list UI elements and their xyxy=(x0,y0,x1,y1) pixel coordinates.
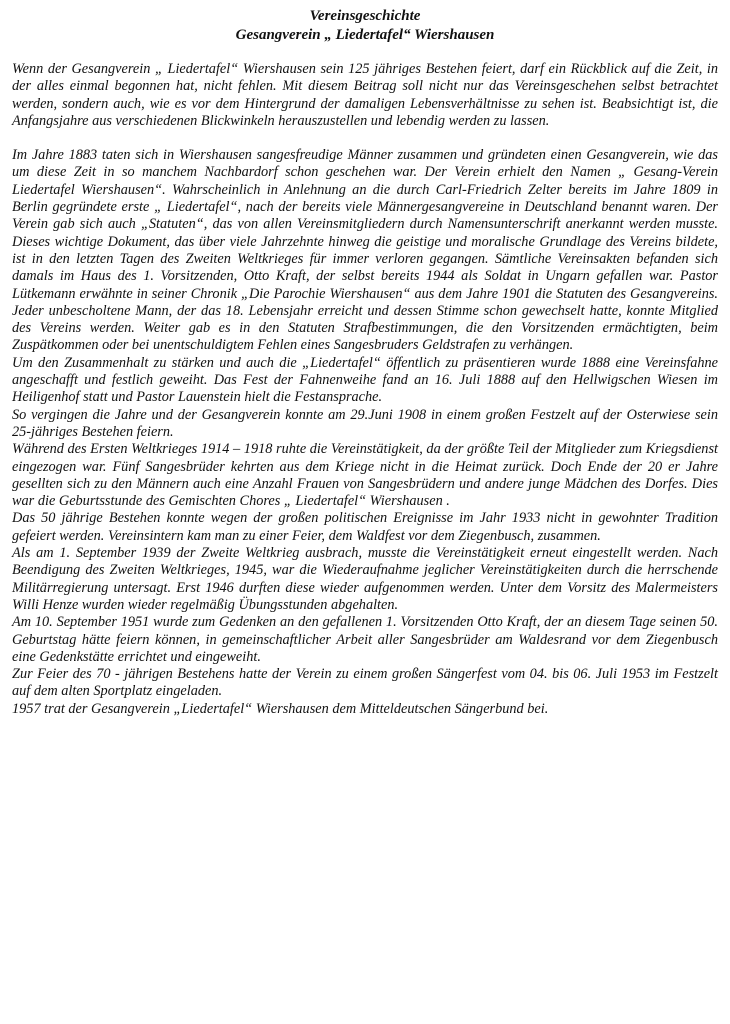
paragraph-25-years: So vergingen die Jahre und der Gesangverein konnte am 29.Juni 1908 in einem großen Festzelt auf der Osterwiese sein 25-jähriges Bestehen feiern. xyxy=(12,406,718,440)
paragraph-founding: Im Jahre 1883 taten sich in Wiershausen sangesfreudige Männer zusammen und gründeten einen Gesangverein, wie das um diese Zeit in so manchem Nachbardorf schon geschehen war. Der Verein erhielt den Namen „ Gesang-Verein Liedertafel Wiershausen“. Wahrscheinlich in Anlehnung an die durch Carl-Friedrich Zelter bereits im Jahre 1809 in Berlin gegründete erste „ Liedertafel“, nach der bereits viele Männergesangvereine in Deutschland benannt waren. Der Verein gab sich auch „Statuten“, das von allen Vereinsmitgliedern durch Namensunterschrift anerkannt werden musste. Dieses wichtige Dokument, das über viele Jahrzehnte hinweg die geistige und moralische Grundlage des Vereins bildete, ist in den letzten Tagen des Zweiten Weltkrieges für immer verloren gegangen. Sämtliche Vereinsakten befanden sich damals im Haus des 1. Vorsitzenden, Otto Kraft, der selbst bereits 1944 als Soldat in Ungarn gefallen war. Pastor Lütkemann erwähnte in seiner Chronik „Die Parochie Wiershausen“ aus dem Jahre 1901 die Statuten des Gesangvereins. Jeder unbescholtene Mann, der das 18. Lebensjahr erreicht und dessen Stimme schon gewechselt hatte, konnte Mitglied des Vereins werden. Weiter gab es in den Statuten Strafbestimmungen, die den Vorsitzenden ermächtigten, beim Zuspätkommen oder bei unentschuldigtem Fehlen eines Sangesbruders Geldstrafen zu verhängen. xyxy=(12,147,718,354)
paragraph-50-years: Das 50 jährige Bestehen konnte wegen der großen politischen Ereignisse im Jahr 1933 nicht in gewohnter Tradition gefeiert werden. Vereinsintern kam man zu einer Feier, dem Waldfest vor dem Ziegenbusch, zusammen. xyxy=(12,510,718,544)
document-subtitle: Gesangverein „ Liedertafel“ Wiershausen xyxy=(235,27,495,43)
paragraph-intro: Wenn der Gesangverein „ Liedertafel“ Wiershausen sein 125 jähriges Bestehen feiert, darf ein Rückblick auf die Zeit, in der alles einmal begonnen hat, nicht fehlen. Mit diesem Beitrag soll nicht nur das Vereinsgeschehen selbst betrachtet werden, sondern auch, wie es vor dem Hintergrund der damaligen Lebensverhältnisse zu sehen ist. Beabsichtigt ist, die Anfangsjahre aus verschiedenen Blickwinkeln herauszustellen und lebendig werden zu lassen. xyxy=(12,61,718,129)
paragraph-70-years: Zur Feier des 70 - jährigen Bestehens hatte der Verein zu einem großen Sängerfest vom 04. bis 06. Juli 1953 im Festzelt auf dem alten Sportplatz eingeladen. xyxy=(12,666,718,700)
paragraph-memorial: Am 10. September 1951 wurde zum Gedenken an den gefallenen 1. Vorsitzenden Otto Kraft, der an diesem Tage seinen 50. Geburtstag hätte feiern können, in gemeinschaftlicher Arbeit aller Sangesbrüder am Waldesrand vor dem Ziegenbusch eine Gedenkstätte errichtet und eingeweiht. xyxy=(12,614,718,665)
paragraph-ww1: Während des Ersten Weltkrieges 1914 – 1918 ruhte die Vereinstätigkeit, da der größte Teil der Mitglieder zum Kriegsdienst eingezogen war. Fünf Sangesbrüder kehrten aus dem Kriege nicht in die Heimat zurück. Doch Ende der 20 er Jahre gesellten sich zu den Männern auch eine Anzahl Frauen von Sangesbrüdern und andere junge Mädchen des Dorfes. Dies war die Geburtsstunde des Gemischten Chores „ Liedertafel“ Wiershausen . xyxy=(12,441,718,510)
paragraph-flag: Um den Zusammenhalt zu stärken und auch die „Liedertafel“ öffentlich zu präsentieren wurde 1888 eine Vereinsfahne angeschafft und festlich geweiht. Das Fest der Fahnenweihe fand an 16. Juli 1888 auf den Hellwigschen Wiesen im Heiligenhof statt und Pastor Lauenstein hielt die Festansprache. xyxy=(12,354,718,406)
document-title: Vereinsgeschichte xyxy=(309,8,421,24)
paragraph-1957: 1957 trat der Gesangverein „Liedertafel“ Wiershausen dem Mitteldeutschen Sängerbund bei. xyxy=(12,700,549,717)
paragraph-ww2: Als am 1. September 1939 der Zweite Weltkrieg ausbrach, musste die Vereinstätigkeit erneut eingestellt werden. Nach Beendigung des Zweiten Weltkrieges, 1945, war die Wiederaufnahme jeglicher Vereinstätigkeiten durch die herrschende Militärregierung untersagt. Erst 1946 durften diese wieder aufgenommen werden. Unter dem Vorsitz des Malermeisters Willi Henze wurden wieder regelmäßig Übungsstunden abgehalten. xyxy=(12,545,718,613)
document-body xyxy=(12,61,718,718)
